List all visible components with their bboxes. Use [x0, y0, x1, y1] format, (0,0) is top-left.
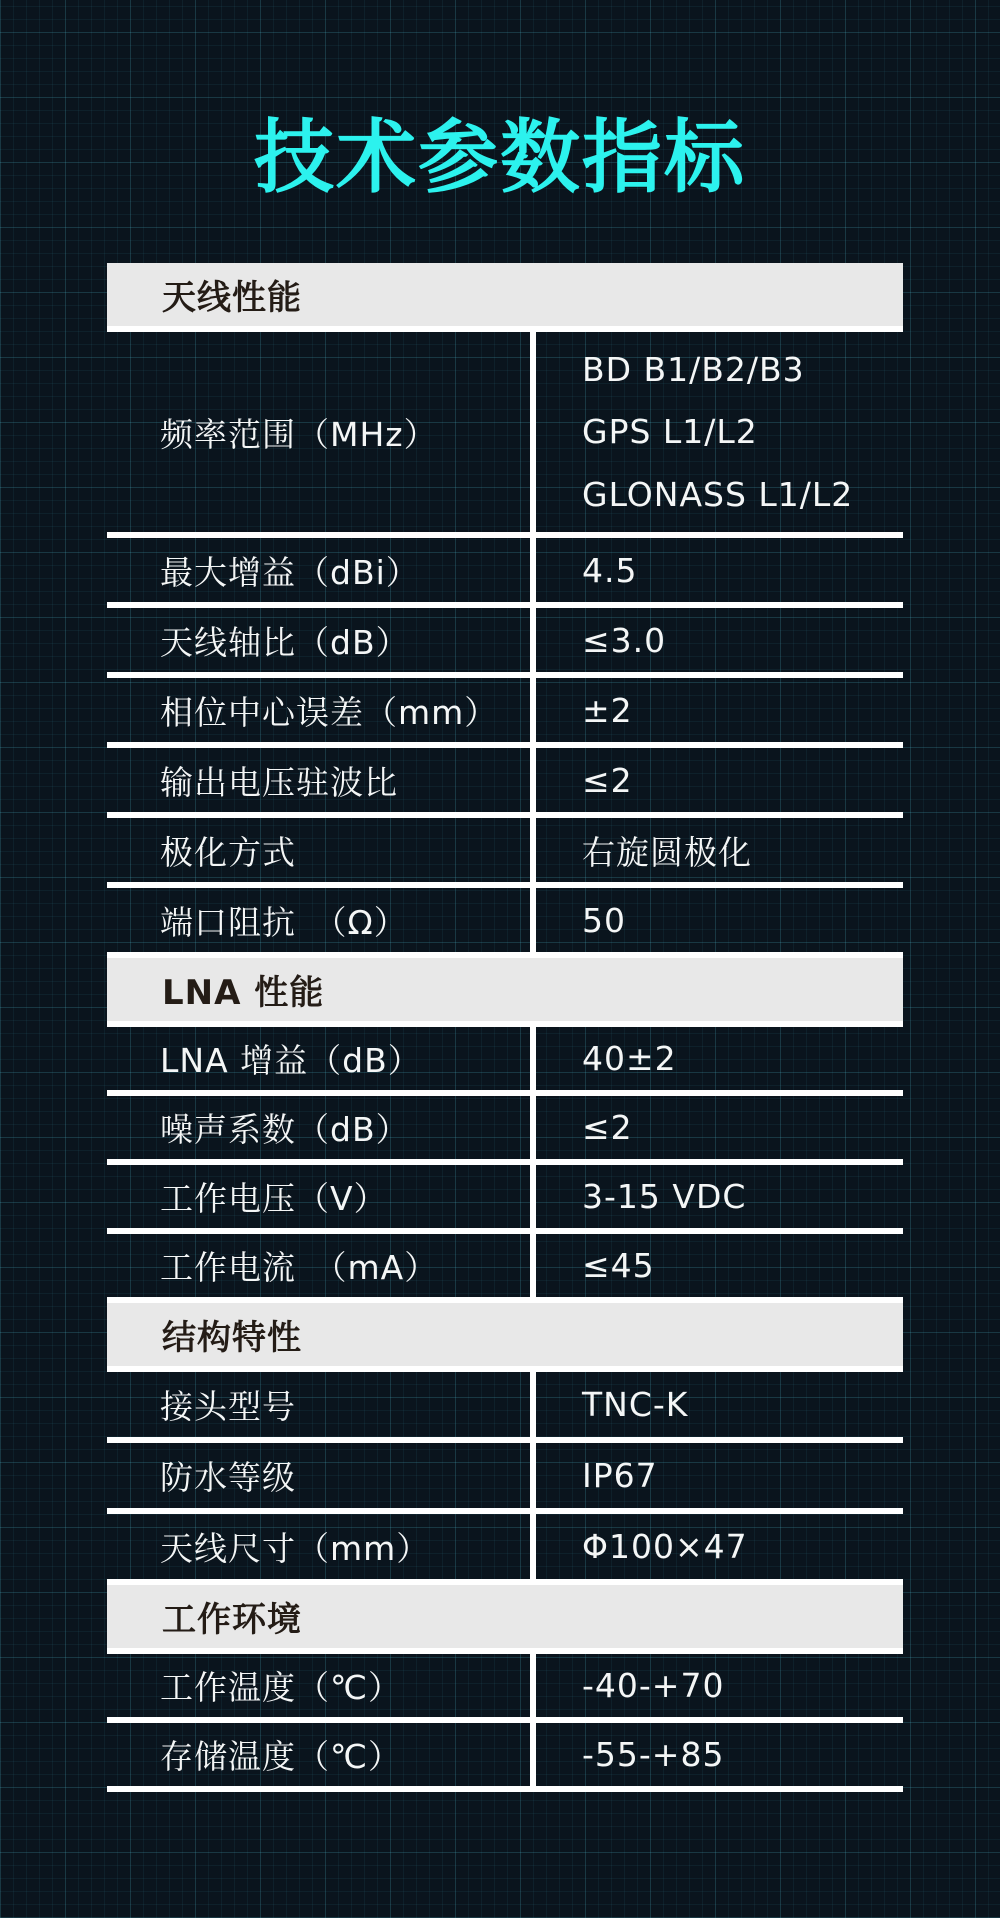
table-row [107, 888, 903, 958]
spec-label: 天线尺寸（mm） [160, 1529, 431, 1568]
table-row [107, 678, 903, 748]
spec-label: 天线轴比（dB） [160, 622, 410, 662]
spec-label: 输出电压驻波比 [160, 762, 398, 802]
section-structure [107, 1303, 903, 1585]
spec-value: TNC-K [530, 1372, 903, 1437]
spec-value: ≤2 [530, 1096, 903, 1159]
spec-label: 相位中心误差（mm） [160, 692, 499, 732]
spec-label: 工作电流 （mA） [160, 1248, 439, 1287]
section-title: 天线性能 [162, 278, 302, 318]
spec-label: 端口阻抗 （Ω） [160, 902, 408, 942]
table-row [107, 1027, 903, 1096]
section-antenna-performance [107, 263, 903, 958]
table-row [107, 818, 903, 888]
table-row [107, 1723, 903, 1792]
spec-value: 3-15 VDC [530, 1165, 903, 1228]
section-title: 工作环境 [162, 1600, 302, 1640]
spec-value: 4.5 [530, 538, 903, 602]
section-header [107, 1585, 903, 1654]
spec-value-line: GPS L1/L2 [582, 412, 758, 452]
spec-value: -40-+70 [530, 1654, 903, 1717]
table-row [107, 1096, 903, 1165]
spec-label: 工作电压（V） [160, 1179, 388, 1218]
spec-label: 噪声系数（dB） [160, 1110, 410, 1149]
section-title: LNA 性能 [162, 973, 325, 1013]
spec-value-line: GLONASS L1/L2 [582, 475, 854, 515]
spec-value: 右旋圆极化 [530, 818, 903, 882]
spec-value: ≤2 [530, 748, 903, 812]
table-row [107, 1654, 903, 1723]
spec-label: 防水等级 [160, 1458, 296, 1497]
spec-value: ±2 [530, 678, 903, 742]
spec-value [530, 332, 903, 532]
spec-value: 50 [530, 888, 903, 952]
table-row [107, 1443, 903, 1514]
spec-value: 40±2 [530, 1027, 903, 1090]
table-row [107, 332, 903, 538]
spec-value: ≤3.0 [530, 608, 903, 672]
table-row [107, 748, 903, 818]
table-row [107, 1165, 903, 1234]
section-header [107, 1303, 903, 1372]
spec-value: ≤45 [530, 1234, 903, 1297]
spec-table [107, 263, 903, 1792]
table-row [107, 608, 903, 678]
page-title: 技术参数指标 [254, 111, 746, 204]
section-header [107, 263, 903, 332]
spec-value: IP67 [530, 1443, 903, 1508]
spec-value-line: BD B1/B2/B3 [582, 349, 805, 389]
table-row [107, 1372, 903, 1443]
spec-label: LNA 增益（dB） [160, 1041, 422, 1080]
spec-label: 最大增益（dBi） [160, 552, 420, 592]
section-lna-performance [107, 958, 903, 1303]
table-row [107, 1234, 903, 1303]
spec-label: 存储温度（℃） [160, 1737, 403, 1776]
spec-label: 频率范围（MHz） [160, 414, 438, 454]
spec-value: -55-+85 [530, 1723, 903, 1786]
section-header [107, 958, 903, 1027]
table-row [107, 538, 903, 608]
spec-label: 工作温度（℃） [160, 1668, 403, 1707]
spec-label: 接头型号 [160, 1387, 296, 1426]
spec-label: 极化方式 [160, 832, 296, 872]
spec-value: Φ100×47 [530, 1514, 903, 1579]
section-environment [107, 1585, 903, 1792]
section-title: 结构特性 [162, 1318, 302, 1358]
table-row [107, 1514, 903, 1585]
